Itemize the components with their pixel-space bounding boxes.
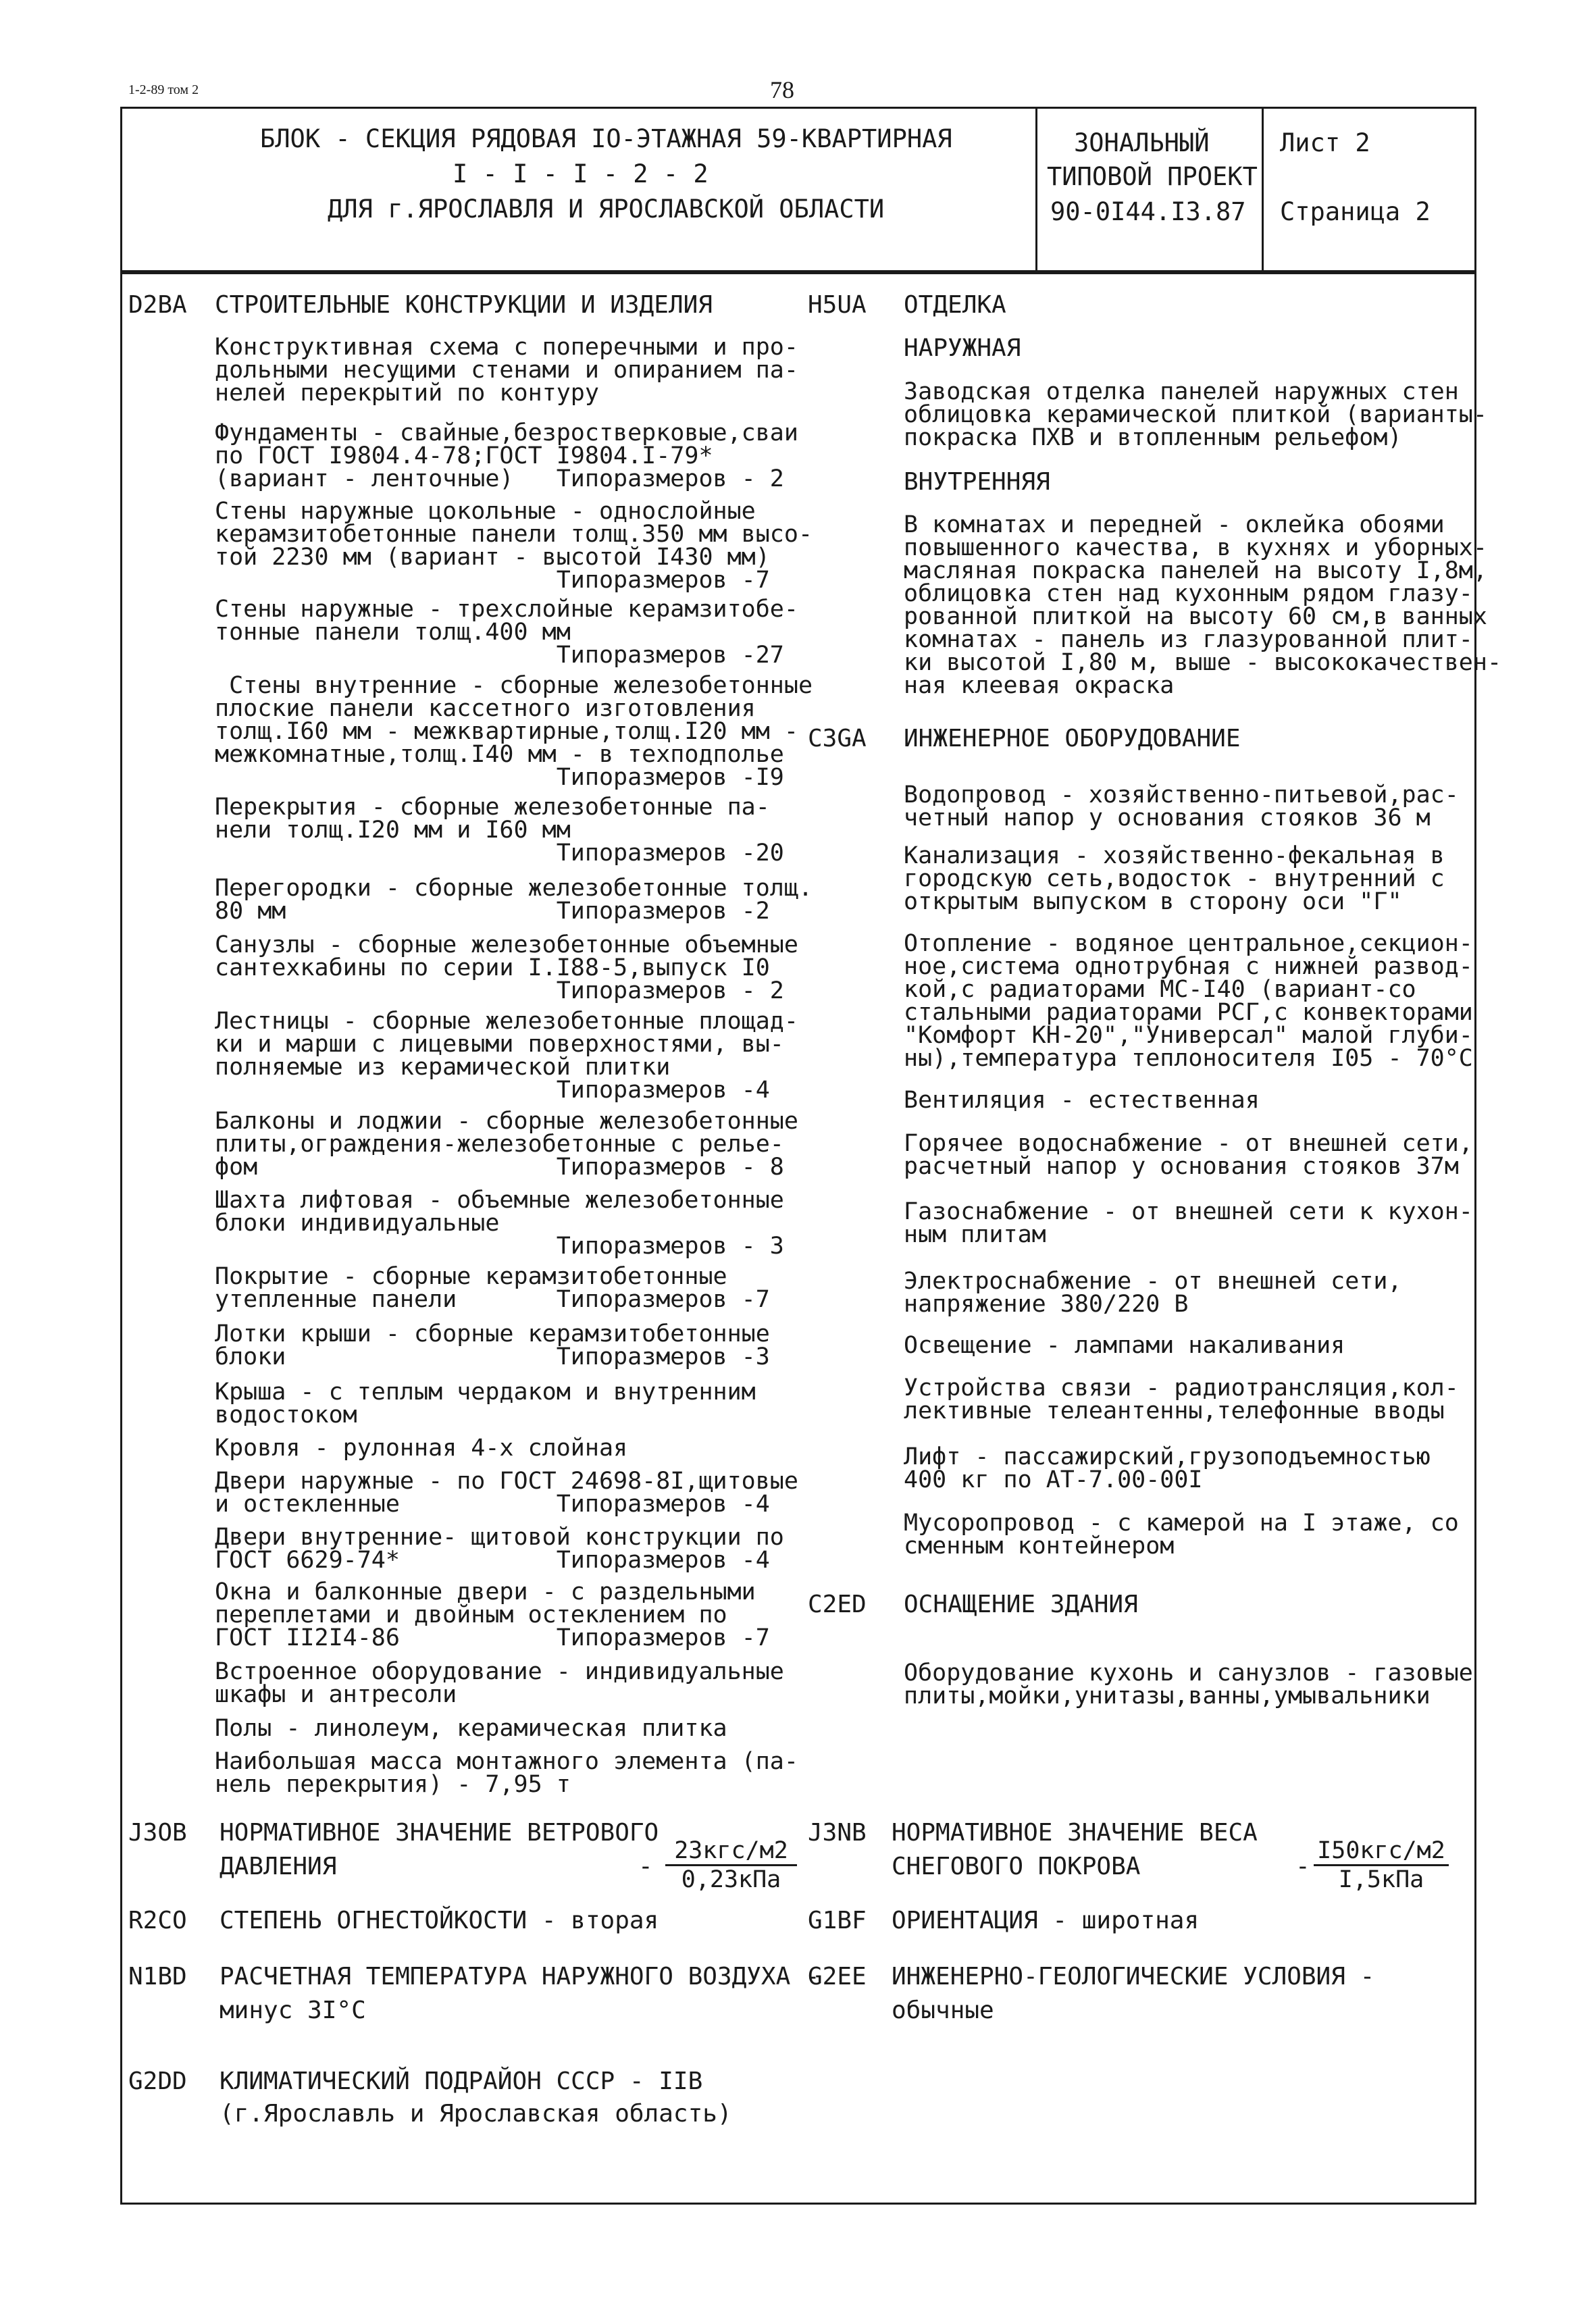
list-item: Двери внутренние- щитовой конструкции по ГОСТ 6629-74* Типоразмеров -4 xyxy=(215,1524,784,1574)
outer-finish-heading: НАРУЖНАЯ xyxy=(904,334,1021,362)
wind-value-kgf: 23кгс/м2 xyxy=(665,1837,797,1866)
outer-finish-text: Заводская отделка панелей наружных стен облицовка керамической плиткой (варианты- покраска ПХВ и втопленным рельефом) xyxy=(904,378,1487,451)
series-label: 1-2-89 том 2 xyxy=(128,82,199,97)
list-item: Лестницы - сборные железобетонные площад- ки и марши с лицевыми поверхностями, вы- полняемые из керамической плитки Типоразмеров -4 xyxy=(215,1008,798,1104)
project-type-line2: ТИПОВОЙ ПРОЕКТ xyxy=(1047,162,1258,191)
snow-code: J3NB xyxy=(808,1819,867,1847)
fire-resistance: СТЕПЕНЬ ОГНЕСТОЙКОСТИ - вторая xyxy=(220,1907,659,1934)
section-code: D2BA xyxy=(128,291,187,319)
snow-value-kgf: I50кгс/м2 xyxy=(1314,1837,1449,1866)
list-item: Газоснабжение - от внешней сети к кухон- ным плитам xyxy=(904,1198,1473,1248)
list-item: Вентиляция - естественная xyxy=(904,1087,1260,1114)
wind-code: J3OB xyxy=(128,1819,187,1847)
list-item: Лифт - пассажирский,грузоподъемностью 400 кг по АТ-7.00-00I xyxy=(904,1443,1431,1493)
list-item: Покрытие - сборные керамзитобетонные утепленные панели Типоразмеров -7 xyxy=(215,1263,770,1313)
wind-heading-line1: НОРМАТИВНОЕ ЗНАЧЕНИЕ ВЕТРОВОГО xyxy=(220,1819,659,1847)
page-number: 78 xyxy=(770,76,794,103)
temperature-code: N1BD xyxy=(128,1963,187,1990)
project-type-line1: ЗОНАЛЬНЫЙ xyxy=(1074,128,1210,157)
wind-value-kpa: 0,23кПа xyxy=(681,1866,781,1893)
list-item: Перегородки - сборные железобетонные толщ. 80 мм Типоразмеров -2 xyxy=(215,875,813,925)
orientation: ОРИЕНТАЦИЯ - широтная xyxy=(892,1907,1200,1934)
finish-heading: ОТДЕЛКА xyxy=(904,291,1006,319)
equipment-text: Оборудование кухонь и санузлов - газовые плиты,мойки,унитазы,ванны,умывальники xyxy=(904,1660,1473,1709)
temperature-line1: РАСЧЕТНАЯ ТЕМПЕРАТУРА НАРУЖНОГО ВОЗДУХА - xyxy=(220,1963,820,1990)
list-item: Отопление - водяное центральное,секцион- ное,система однотрубная с нижней развод- кой,с радиаторами МС-I40 (вариант-со стальными радиаторами РСГ,с конвекторами "Комфорт КН-20","Универсал" малой глуби- ны),температура теплоносителя I05 - 70°С xyxy=(904,930,1473,1072)
list-item: Освещение - лампами накаливания xyxy=(904,1332,1345,1359)
engineering-heading: ИНЖЕНЕРНОЕ ОБОРУДОВАНИЕ xyxy=(904,725,1241,752)
geology-line1: ИНЖЕНЕРНО-ГЕОЛОГИЧЕСКИЕ УСЛОВИЯ - xyxy=(892,1963,1375,1990)
finish-code: H5UA xyxy=(808,291,867,319)
list-item: Встроенное оборудование - индивидуальные шкафы и антресоли xyxy=(215,1658,784,1708)
project-number: 90-0I44.I3.87 xyxy=(1050,197,1246,226)
document-title-line3: ДЛЯ г.ЯРОСЛАВЛЯ И ЯРОСЛАВСКОЙ ОБЛАСТИ xyxy=(328,195,885,224)
list-item: Фундаменты - свайные,безростверковые,сваи по ГОСТ I9804.4-78;ГОСТ I9804.I-79* (вариант - ленточные) Типоразмеров - 2 xyxy=(215,419,798,492)
sheet-label: Лист 2 xyxy=(1280,128,1370,157)
list-item: Балконы и лоджии - сборные железобетонные плиты,ограждения-железобетонные с релье- фом Типоразмеров - 8 xyxy=(215,1108,798,1181)
list-item: Санузлы - сборные железобетонные объемные сантехкабины по серии I.I88-5,выпуск I0 Типоразмеров - 2 xyxy=(215,931,798,1004)
list-item: Перекрытия - сборные железобетонные па- нели толщ.I20 мм и I60 мм Типоразмеров -20 xyxy=(215,794,784,867)
climate-code: G2DD xyxy=(128,2067,187,2095)
wind-value xyxy=(665,1837,797,1893)
geology-line2: обычные xyxy=(892,1997,994,2024)
list-item: Канализация - хозяйственно-фекальная в городскую сеть,водосток - внутренний с открытым выпуском в сторону оси "Г" xyxy=(904,842,1445,915)
temperature-line2: минус 3I°С xyxy=(220,1997,366,2024)
header-divider-2 xyxy=(1262,107,1264,272)
list-item: Стены наружные - трехслойные керамзитобе- тонные панели толщ.400 мм Типоразмеров -27 xyxy=(215,596,798,669)
list-item: Двери наружные - по ГОСТ 24698-8I,щитовые и остекленные Типоразмеров -4 xyxy=(215,1468,798,1518)
list-item: Мусоропровод - с камерой на I этаже, со сменным контейнером xyxy=(904,1510,1459,1560)
geology-code: G2EE xyxy=(808,1963,867,1990)
inner-finish-text: В комнатах и передней - оклейка обоями повышенного качества, в кухнях и уборных- масляная покраска панелей на высоту I,8м, облицовка стен над кухонным рядом глазу- рованной плиткой на высоту 60 см,в ванных комнатах - панель из глазурованной плит- ки высотой I,80 м, выше - высококачествен- ная клеевая окраска xyxy=(904,511,1502,699)
document-title-line1: БЛОК - СЕКЦИЯ РЯДОВАЯ IO-ЭТАЖНАЯ 59-КВАРТИРНАЯ xyxy=(260,124,952,153)
orientation-code: G1BF xyxy=(808,1907,867,1934)
equipment-code: C2ED xyxy=(808,1591,867,1618)
list-item: Крыша - с теплым чердаком и внутренним водостоком xyxy=(215,1379,756,1429)
equipment-heading: ОСНАЩЕНИЕ ЗДАНИЯ xyxy=(904,1591,1138,1618)
list-item: Горячее водоснабжение - от внешней сети, расчетный напор у основания стояков 37м xyxy=(904,1130,1473,1180)
snow-value-kpa: I,5кПа xyxy=(1338,1866,1424,1893)
wind-dash: - xyxy=(638,1853,653,1880)
list-item: Устройства связи - радиотрансляция,кол- лективные телеантенны,телефонные вводы xyxy=(904,1374,1459,1424)
list-item: Стены наружные цокольные - однослойные керамзитобетонные панели толщ.350 мм высо- той 2230 мм (вариант - высотой I430 мм) Типоразмеров -7 xyxy=(215,498,813,594)
snow-dash: - xyxy=(1295,1853,1310,1880)
section-heading: СТРОИТЕЛЬНЫЕ КОНСТРУКЦИИ И ИЗДЕЛИЯ xyxy=(215,291,713,319)
list-item: Окна и балконные двери - с раздельными переплетами и двойным остеклением по ГОСТ II2I4-86 Типоразмеров -7 xyxy=(215,1578,770,1651)
list-item: Электроснабжение - от внешней сети, напряжение 380/220 В xyxy=(904,1268,1402,1318)
snow-heading-line1: НОРМАТИВНОЕ ЗНАЧЕНИЕ ВЕСА xyxy=(892,1819,1258,1847)
list-item: Полы - линолеум, керамическая плитка xyxy=(215,1715,727,1742)
inner-finish-heading: ВНУТРЕННЯЯ xyxy=(904,468,1050,496)
document-title-line2: I - I - I - 2 - 2 xyxy=(453,159,709,188)
list-item: Шахта лифтовая - объемные железобетонные блоки индивидуальные Типоразмеров - 3 xyxy=(215,1187,784,1260)
list-item: Водопровод - хозяйственно-питьевой,рас- четный напор у основания стояков 36 м xyxy=(904,781,1459,831)
list-item: Кровля - рулонная 4-х слойная xyxy=(215,1435,628,1462)
snow-value xyxy=(1314,1837,1449,1893)
list-item: Конструктивная схема с поперечными и про- дольными несущими стенами и опиранием па- нелей перекрытий по контуру xyxy=(215,334,798,407)
header-divider-1 xyxy=(1035,107,1037,272)
climate-line1: КЛИМАТИЧЕСКИЙ ПОДРАЙОН СССР - IIВ xyxy=(220,2067,703,2095)
list-item: Лотки крыши - сборные керамзитобетонные блоки Типоразмеров -3 xyxy=(215,1320,770,1370)
engineering-code: C3GA xyxy=(808,725,867,752)
list-item: Наибольшая масса монтажного элемента (па- нель перекрытия) - 7,95 т xyxy=(215,1748,798,1798)
snow-heading-line2: СНЕГОВОГО ПОКРОВА xyxy=(892,1853,1141,1880)
fire-code: R2CO xyxy=(128,1907,187,1934)
wind-heading-line2: ДАВЛЕНИЯ xyxy=(220,1853,337,1880)
page-label: Страница 2 xyxy=(1280,197,1431,226)
climate-line2: (г.Ярославль и Ярославская область) xyxy=(220,2100,732,2128)
list-item: Стены внутренние - сборные железобетонные плоские панели кассетного изготовления толщ.I60 мм - межквартирные,толщ.I20 мм - межкомнатные,толщ.I40 мм - в техподполье Типоразмеров -I9 xyxy=(215,672,813,791)
